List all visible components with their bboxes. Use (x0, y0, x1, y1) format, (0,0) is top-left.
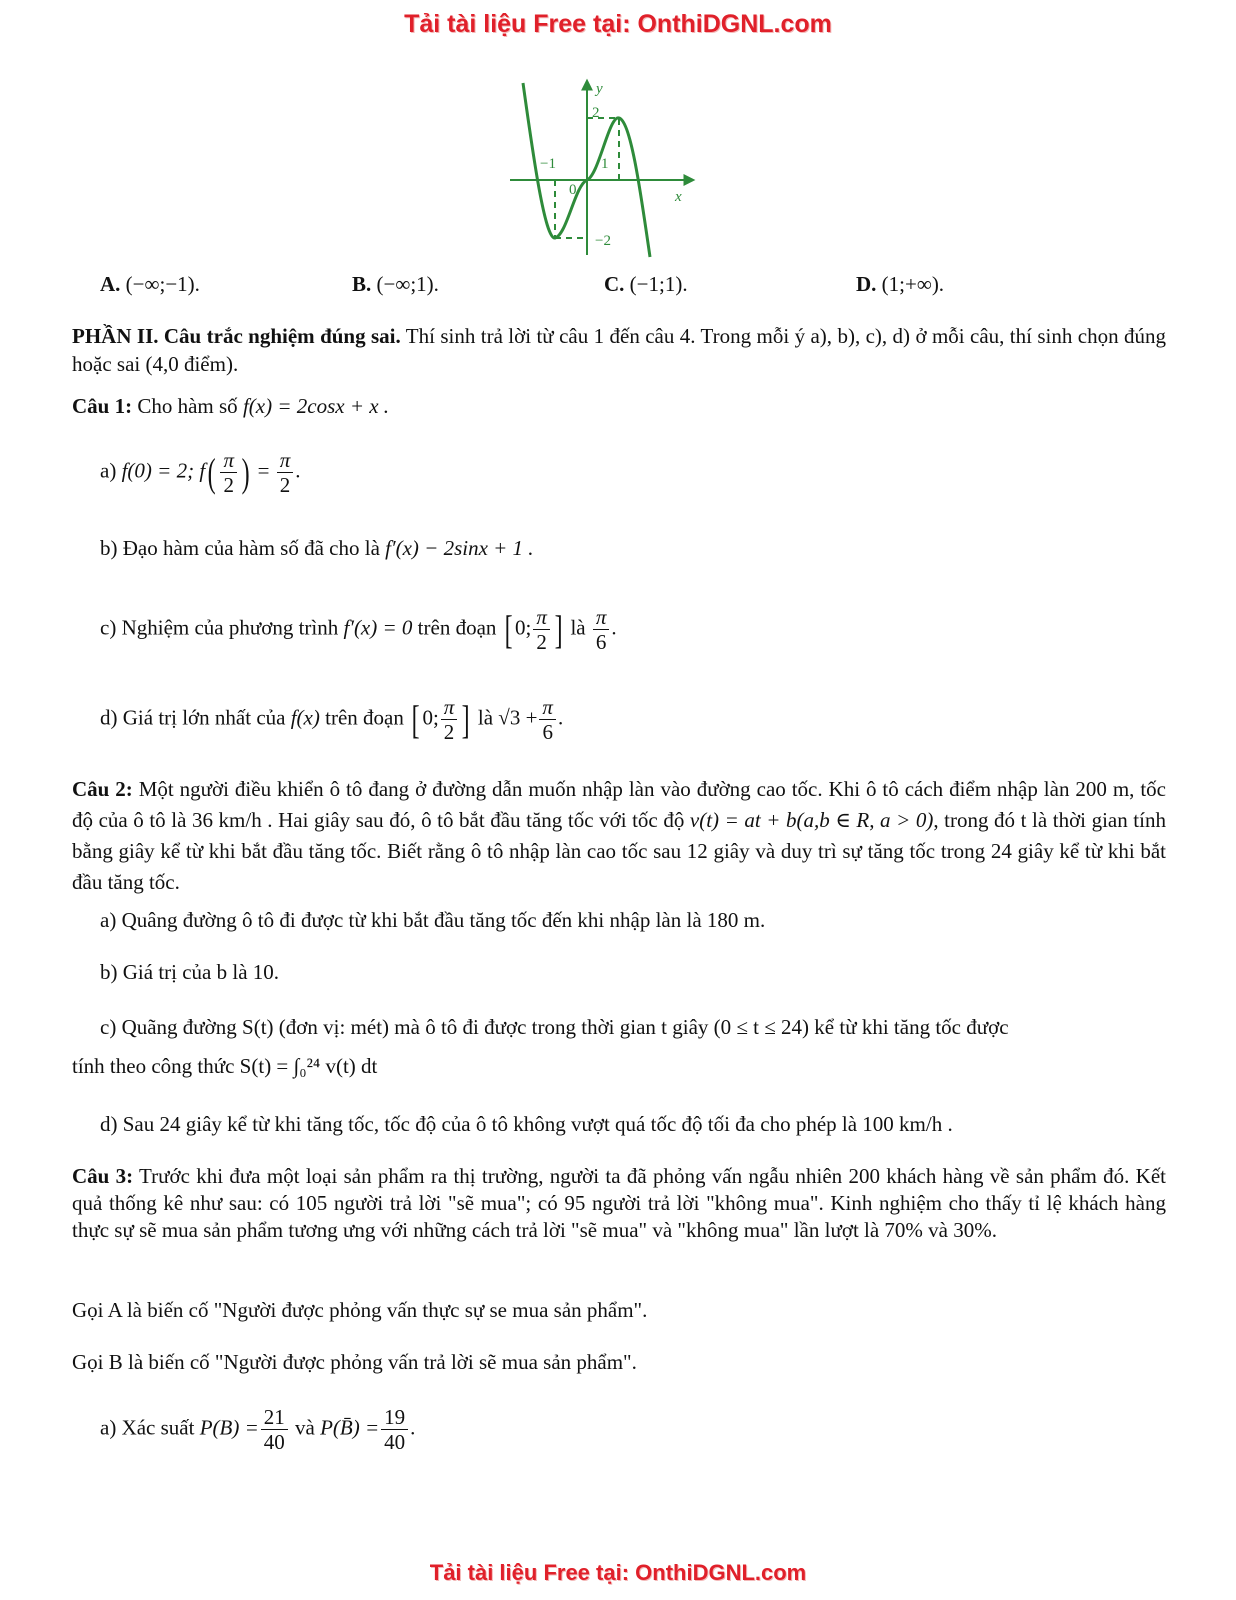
q2-option-a[interactable]: a) Quâng đường ô tô đi được từ khi bắt đầu tăng tốc đến khi nhập làn là 180 m. (100, 908, 766, 932)
q1-stem: Câu 1: Cho hàm số f(x) = 2cosx + x . (72, 394, 390, 418)
q3-event-a: Gọi A là biến cố "Người được phỏng vấn thực sự se mua sản phẩm". (72, 1298, 648, 1322)
q3-option-a[interactable]: a) Xác suất P(B) = $\frac{21}{40}$ và P(B̄) = $\frac{19}{40}$ . (100, 1405, 416, 1454)
option-c[interactable]: C. (−1;1). (604, 272, 688, 296)
q3-stem: Câu 3: Trước khi đưa một loại sản phẩm ra thị trường, người ta đã phỏng vấn ngẫu nhiên 200 khách hàng về sản phẩm đó. Kết quả thống kê như sau: có 105 người trả lời "sẽ mua"; có 95 người trả lời "không mua". Kinh nghiệm cho thấy tỉ lệ khách hàng thực sự sẽ mua sản phẩm tương ưng với những cách trả lời "sẽ mua" và "không mua" lần lượt là 70% và 30%. (72, 1164, 1167, 1242)
header-banner[interactable]: Tải tài liệu Free tại: OnthiDGNL.com (404, 10, 832, 38)
q2-option-c-line2: tính theo công thức S(t) = ∫₀²⁴ v(t) dt (72, 1054, 378, 1078)
q1-option-c[interactable]: c) Nghiệm của phương trình f′(x) = 0 trên đoạn [ 0; $\frac{\pi}{2}$ ] là $\frac{\pi}{6}$ . (100, 605, 617, 654)
label-xm1: −1 (540, 156, 556, 172)
footer-banner[interactable]: Tải tài liệu Free tại: OnthiDGNL.com (429, 1560, 807, 1585)
function-graph (505, 75, 700, 260)
q2-option-b[interactable]: b) Giá trị của b là 10. (100, 960, 280, 984)
q3-event-b: Gọi B là biến cố "Người được phỏng vấn trả lời sẽ mua sản phẩm". (72, 1350, 637, 1374)
option-d[interactable]: D. (1;+∞). (856, 272, 945, 296)
option-b[interactable]: B. (−∞;1). (352, 272, 439, 296)
q2-option-c-line1[interactable]: c) Quãng đường S(t) (đơn vị: mét) mà ô tô đi được trong thời gian t giây (0 ≤ t ≤ 24) kể từ khi tăng tốc được (100, 1015, 1009, 1039)
part2-intro: PHẦN II. Câu trắc nghiệm đúng sai. Thí sinh trả lời từ câu 1 đến câu 4. Trong mỗi ý a), b), c), d) ở mỗi câu, thí sinh chọn đúng hoặc sai (4,0 điểm). (72, 324, 1166, 376)
q1-option-a[interactable]: a) f(0) = 2; f( $\frac{\pi}{2}$ ) = $\frac{\pi}{2}$ . (100, 448, 301, 497)
y-axis-label: y (596, 81, 603, 97)
label-origin: 0 (569, 182, 577, 198)
option-a[interactable]: A. (−∞;−1). (100, 272, 200, 296)
label-x1: 1 (601, 156, 609, 172)
q2-stem: Câu 2: Một người điều khiển ô tô đang ở đường dẫn muốn nhập làn vào đường cao tốc. Khi ô tô cách điểm nhập làn 200 m, tốc độ của ô tô là 36 km/h . Hai giây sau đó, ô tô bắt đầu tăng tốc với tốc độ v(t) = at + b(a,b ∈ R, a > 0), trong đó t là thời gian tính bằng giây kể từ khi bắt đầu tăng tốc. Biết rằng ô tô nhập làn cao tốc sau 12 giây và duy trì sự tăng tốc trong 24 giây kể từ khi bắt đầu tăng tốc. (72, 777, 1166, 894)
x-axis-label: x (675, 189, 682, 205)
q1-option-b[interactable]: b) Đạo hàm của hàm số đã cho là f′(x) − 2sinx + 1 . (100, 536, 534, 560)
label-ym2: −2 (595, 233, 611, 249)
q2-option-d[interactable]: d) Sau 24 giây kể từ khi tăng tốc, tốc độ của ô tô không vượt quá tốc độ tối đa cho phép là 100 km/h . (100, 1112, 953, 1136)
q1-option-d[interactable]: d) Giá trị lớn nhất của f(x) trên đoạn [ 0; $\frac{\pi}{2}$ ] là √3 + $\frac{\pi}{6}$ . (100, 695, 564, 744)
label-y2: 2 (592, 105, 600, 121)
